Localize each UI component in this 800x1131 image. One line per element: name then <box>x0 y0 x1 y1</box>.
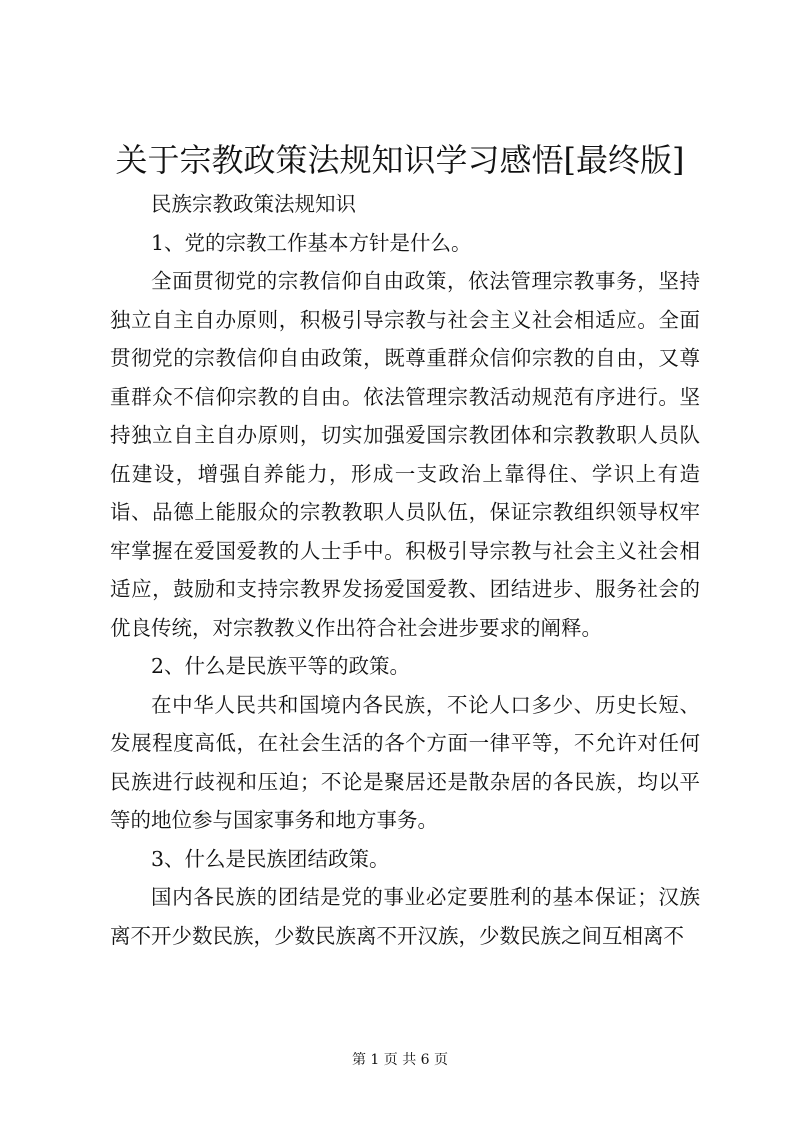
answer-paragraph: 全面贯彻党的宗教信仰自由政策，依法管理宗教事务，坚持独立自主自办原则，积极引导宗教与社会主义社会相适应。全面贯彻党的宗教信仰自由政策，既尊重群众信仰宗教的自由，又尊重群众不信仰宗教的自由。依法管理宗教活动规范有序进行。坚持独立自主自办原则，切实加强爱国宗教团体和宗教教职人员队伍建设，增强自养能力，形成一支政治上靠得住、学识上有造诣、品德上能服众的宗教教职人员队伍，保证宗教组织领导权牢牢掌握在爱国爱教的人士手中。积极引导宗教与社会主义社会相适应，鼓励和支持宗教界发扬爱国爱教、团结进步、服务社会的优良传统，对宗教教义作出符合社会进步要求的阐释。 <box>110 269 700 640</box>
answer-paragraph: 国内各民族的团结是党的事业必定要胜利的基本保证；汉族离不开少数民族，少数民族离不开汉族，少数民族之间互相离不 <box>110 885 700 948</box>
section-title: 民族宗教政策法规知识 <box>151 192 356 216</box>
question-heading: 3、什么是民族团结政策。 <box>151 846 390 871</box>
answer-paragraph: 在中华人民共和国境内各民族，不论人口多少、历史长短、发展程度高低，在社会生活的各个方面一律平等，不允许对任何民族进行歧视和压迫；不论是聚居还是散杂居的各民族，均以平等的地位参与国家事务和地方事务。 <box>110 692 700 832</box>
document-title: 关于宗教政策法规知识学习感悟[最终版] <box>115 141 685 179</box>
question-heading: 1、党的宗教工作基本方针是什么。 <box>151 230 472 255</box>
document-body <box>110 185 700 955</box>
page-number-footer: 第 1 页 共 6 页 <box>351 1052 449 1068</box>
question-heading: 2、什么是民族平等的政策。 <box>151 654 411 678</box>
